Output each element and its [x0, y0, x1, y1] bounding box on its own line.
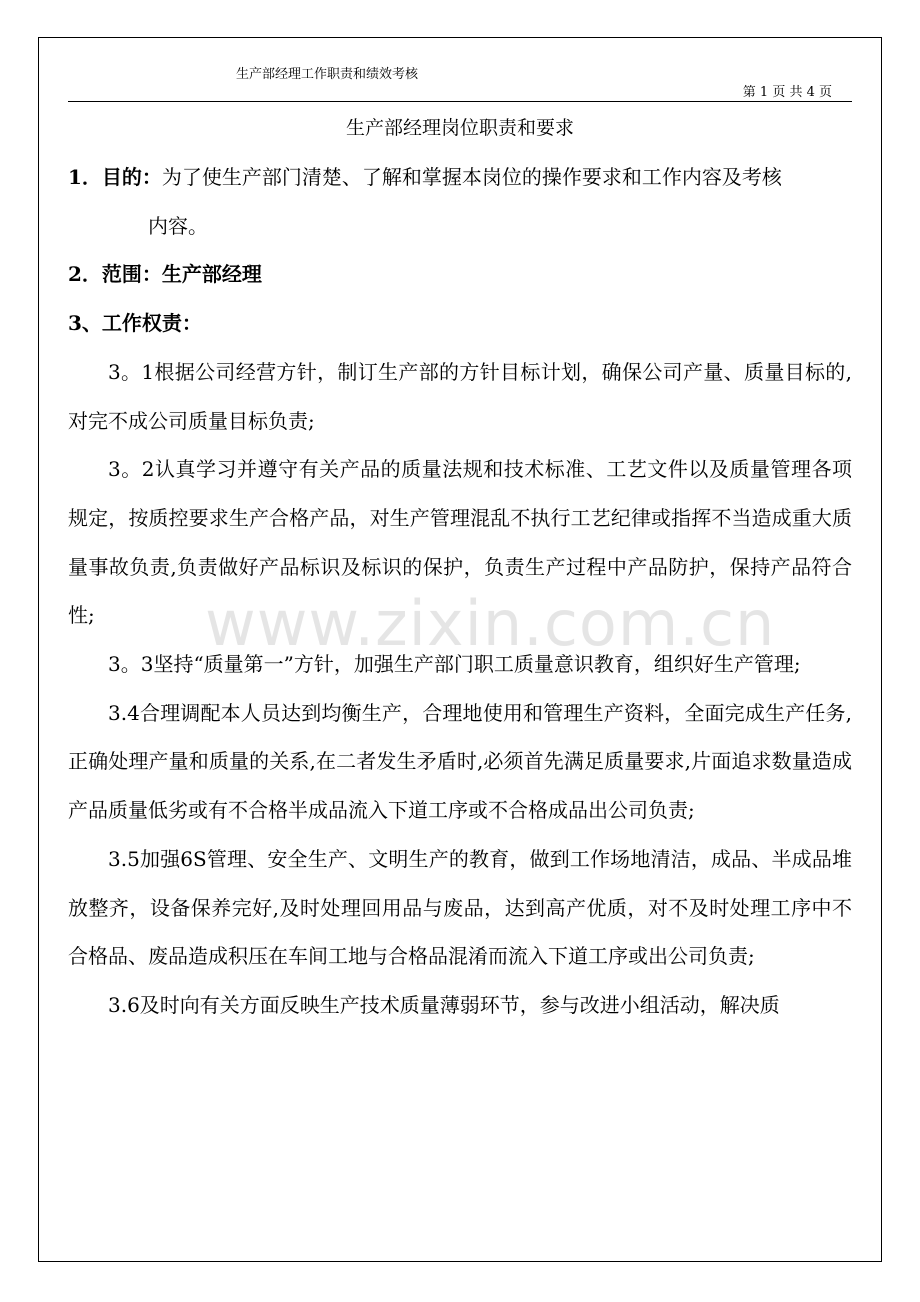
- header-page-info: 第 1 页 共 4 页: [742, 85, 832, 100]
- section-scope: 2．范围：生产部经理: [68, 262, 262, 287]
- section-purpose-heading: 1．目的：: [68, 165, 162, 189]
- paragraph-3-3: 3。3坚持“质量第一”方针，加强生产部门职工质量意识教育，组织好生产管理;: [108, 652, 801, 677]
- paragraph-3-1: 3。1根据公司经营方针，制订生产部的方针目标计划，确保公司产量、质量目标的,对完不成公司质量目标负责;: [68, 359, 852, 433]
- section-responsibilities: 3、工作权责：: [68, 311, 202, 336]
- paragraph-3-4: 3.4合理调配本人员达到均衡生产，合理地使用和管理生产资料，全面完成生产任务,正确处理产量和质量的关系,在二者发生矛盾时,必须首先满足质量要求,片面追求数量造成产品质量低劣或有不合格半成品流入下道工序或不合格成品出公司负责;: [68, 700, 852, 823]
- paragraph-3-2: 3。2认真学习并遵守有关产品的质量法规和技术标准、工艺文件以及质量管理各项规定，按质控要求生产合格产品，对生产管理混乱不执行工艺纪律或指挥不当造成重大质量事故负责,负责做好产品标识及标识的保护，负责生产过程中产品防护，保持产品符合性;: [68, 457, 852, 628]
- header-document-name: 生产部经理工作职责和绩效考核: [236, 67, 419, 82]
- paragraph-3-6: 3.6及时向有关方面反映生产技术质量薄弱环节，参与改进小组活动，解决质: [108, 992, 780, 1017]
- watermark-text: www.zixin.com.cn: [205, 587, 776, 660]
- document-body: [68, 153, 852, 1030]
- document-title: 生产部经理岗位职责和要求: [345, 117, 574, 139]
- section-purpose-continuation: 内容。: [148, 213, 208, 238]
- section-purpose-text: 为了使生产部门清楚、了解和掌握本岗位的操作要求和工作内容及考核: [161, 165, 782, 189]
- paragraph-3-5: 3.5加强6S管理、安全生产、文明生产的教育，做到工作场地清洁，成品、半成品堆放整齐，设备保养完好,及时处理回用品与废品，达到高产优质，对不及时处理工序中不合格品、废品造成积压在车间工地与合格品混淆而流入下道工序或出公司负责;: [68, 846, 852, 969]
- header-divider: [68, 101, 852, 102]
- section-purpose: [68, 153, 852, 202]
